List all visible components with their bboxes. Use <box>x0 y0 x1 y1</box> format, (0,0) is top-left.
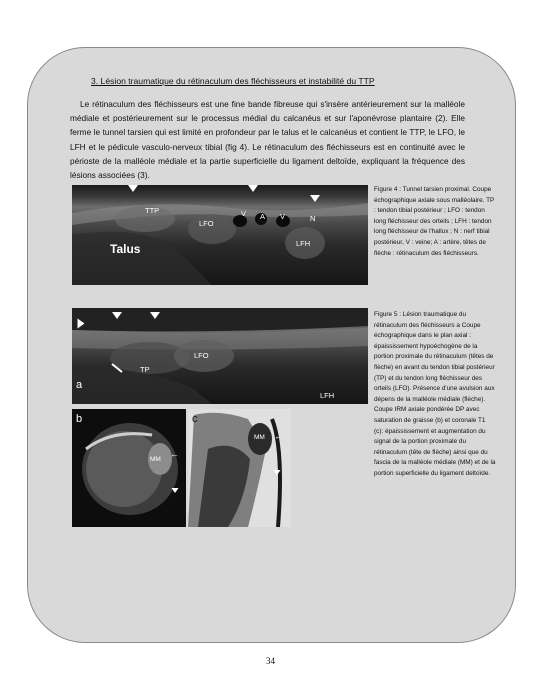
label-panel-a: a <box>76 379 83 391</box>
figure-5b-anatomy-shapes <box>72 409 186 527</box>
figure-4-anatomy-shapes <box>72 185 368 285</box>
label-ttp: TTP <box>145 206 160 215</box>
label-mm: MM <box>150 456 161 463</box>
figure-5-caption: Figure 5 : Lésion traumatique du rétinaculum des fléchisseurs a Coupe échographique dans le plan axial : épaississement hypoéchogène de la portion proximale du rétinaculum (têtes de flèche) en avant du tendon tibial postérieur (TP) et du tendon long fléchisseur des orteils (LFO). Présence d'une avulsion aux dépens de la malléole médiale (flèche). Coupe IRM axiale pondérée DP avec saturation de graisse (b) et coronale T1 (c): épaississement et augmentation du signal de la portion proximale du rétinaculum (tête de flèche) ainsi que du fascia de la malléole médiale (MM) et de la portion superficielle du ligament deltoïde. <box>374 311 496 477</box>
arrowhead-icon <box>78 319 85 329</box>
label-v: V <box>280 212 286 221</box>
label-lfh: LFH <box>320 391 335 400</box>
figure-5c-mri-image <box>188 409 291 527</box>
label-panel-c: c <box>192 413 198 425</box>
figure-5a-ultrasound-image <box>72 308 368 404</box>
label-n: N <box>310 214 316 223</box>
label-v: V <box>241 209 247 218</box>
section-heading: 3. Lésion traumatique du rétinaculum des fléchisseurs et instabilité du TTP <box>91 76 375 86</box>
label-lfo: LFO <box>199 219 214 228</box>
label-lfo: LFO <box>194 351 209 360</box>
arrowhead-icon <box>310 195 320 202</box>
arrowhead-icon <box>248 185 258 192</box>
label-talus: Talus <box>110 242 141 256</box>
arrow-icon: ← <box>274 431 283 441</box>
figure-5a-anatomy-shapes <box>72 308 368 404</box>
arrowhead-icon <box>172 488 179 493</box>
figure-5c-anatomy-shapes <box>188 409 291 527</box>
label-lfh: LFH <box>296 239 311 248</box>
arrow-icon: ← <box>170 449 179 459</box>
figure-5b-mri-image <box>72 409 186 527</box>
label-a: A <box>260 212 266 221</box>
label-panel-b: b <box>76 413 83 425</box>
page-number: 34 <box>266 656 275 666</box>
arrowhead-icon <box>150 312 160 319</box>
arrowhead-icon <box>112 312 122 319</box>
figure-4-caption: Figure 4 : Tunnel tarsien proximal. Coupe échographique axiale sous malléolaire. TP : tendon tibial postérieur ; LFO : tendon long fléchisseur des orteils ; LFH : tendon long fléchisseur de l'hallux ; N : nerf tibial postérieur, V : veine; A : artère, têtes de flèche : rétinaculum des fléchisseurs. <box>374 186 495 257</box>
label-tp: TP <box>140 365 150 374</box>
figure-4-ultrasound-image <box>72 185 368 285</box>
arrowhead-icon <box>274 470 281 475</box>
body-paragraph <box>70 97 465 182</box>
arrowhead-icon <box>128 185 138 192</box>
paragraph-text: Le rétinaculum des fléchisseurs est une fine bande fibreuse qui s'insère antérieurement sur la malléole médiale et postérieurement sur le processus médial du calcanéus et sur l'aponévrose plantaire (2). Elle ferme le tunnel tarsien qui est limité en profondeur par le talus et le calcanéus et contient le TTP, le LFO, le LFH et le pédicule vasculo-nerveux tibial (fig 4). Le rétinaculum des fléchisseurs est en continuité avec le périoste de la malléole médiale et la partie superficielle du ligament deltoïde, expliquant la fréquence des lésions associées (3). <box>70 99 465 181</box>
label-mm: MM <box>254 434 265 441</box>
